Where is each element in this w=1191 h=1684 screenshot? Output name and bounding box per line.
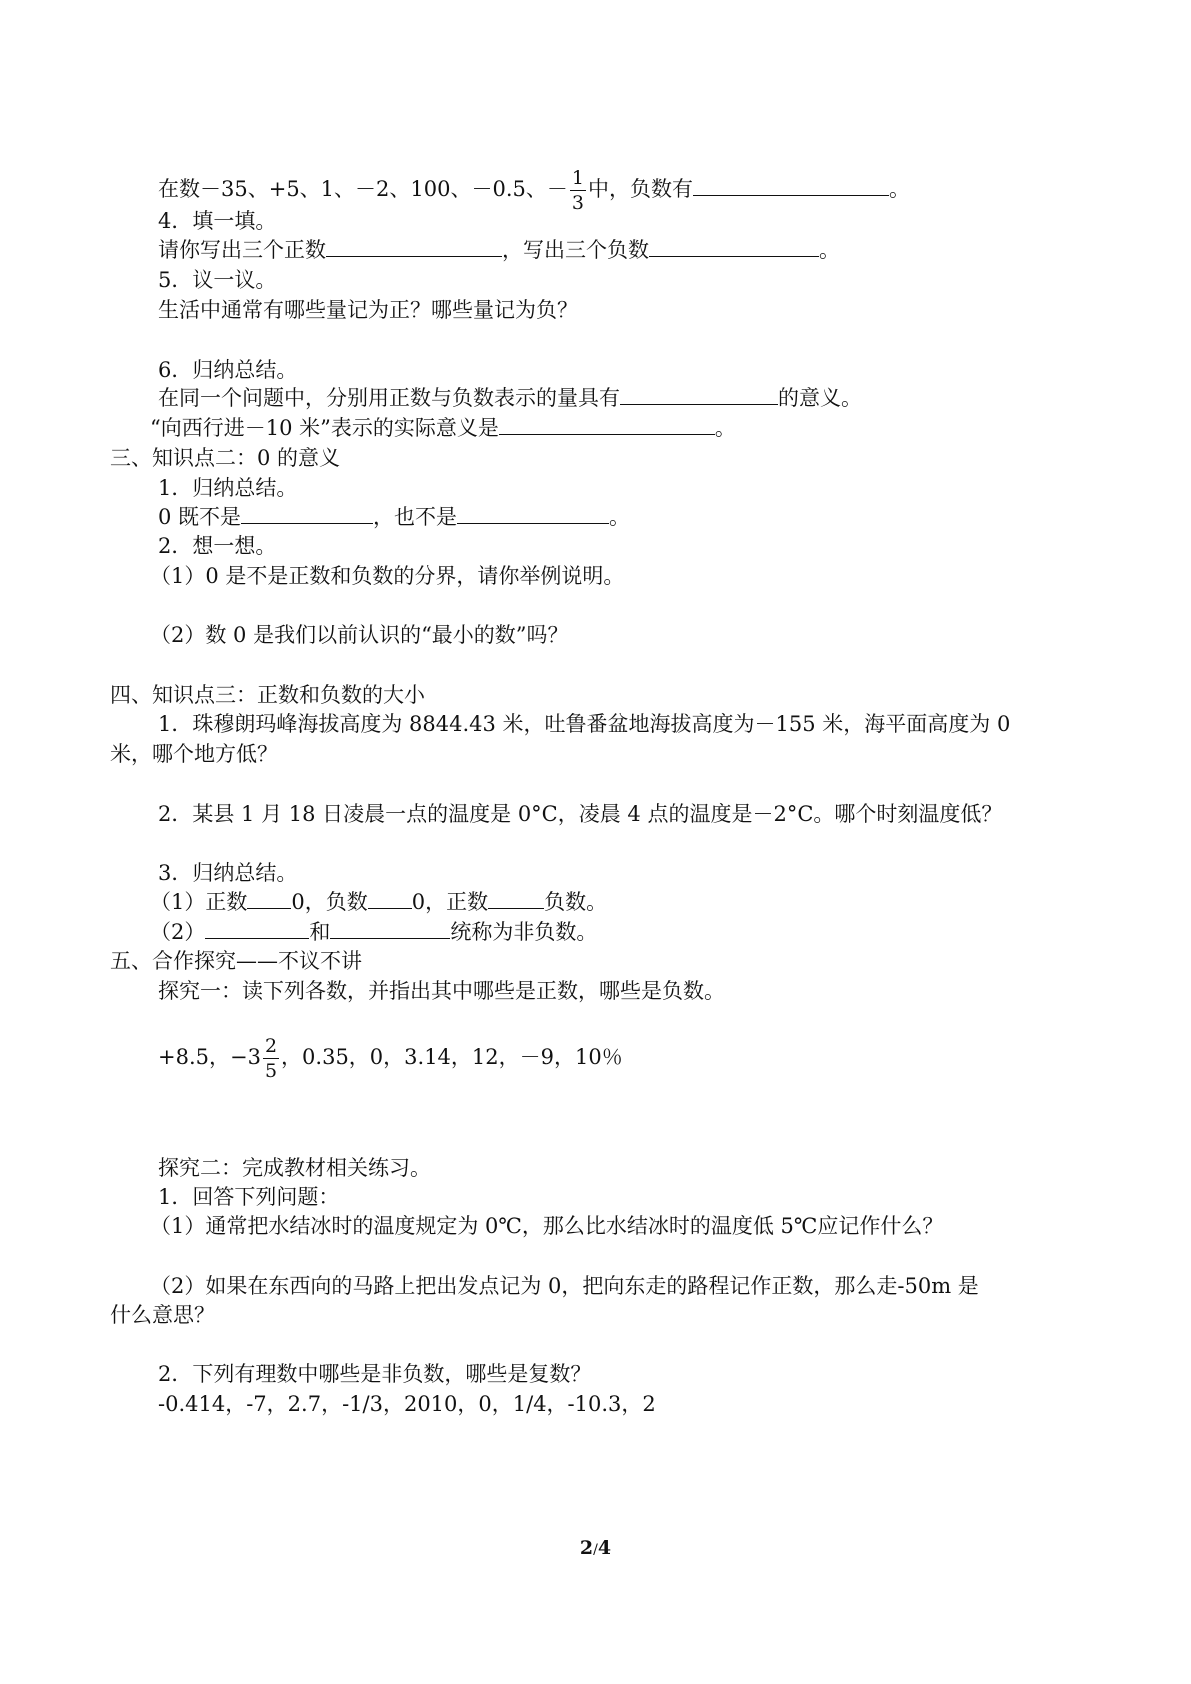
explore-one-prompt: 探究一：读下列各数，并指出其中哪些是正数，哪些是负数。 — [158, 979, 725, 1003]
section-heading-zero: 三、知识点二：0 的意义 — [110, 446, 341, 470]
heading-summary-size: 3．归纳总结。 — [158, 861, 298, 885]
question-write-numbers — [158, 236, 840, 264]
explore-two-q1-b-line2: 什么意思？ — [110, 1303, 215, 1327]
question-zero-neither — [158, 503, 630, 531]
answer-blank-positive[interactable] — [326, 236, 502, 257]
middle-text: 和 — [309, 920, 331, 944]
answer-blank-2[interactable] — [330, 918, 450, 939]
suffix-text: 统称为非负数。 — [450, 920, 598, 944]
prompt-text: 0 既不是 — [158, 505, 242, 529]
heading-discuss: 5．议一议。 — [158, 268, 277, 292]
explore-two-q2: 2．下列有理数中哪些是非负数，哪些是复数？ — [158, 1362, 592, 1386]
prompt-text: 在同一个问题中，分别用正数与负数表示的量具有 — [158, 386, 620, 410]
prompt-text: （2） — [150, 920, 206, 944]
numbers-start: +8.5，−3 — [158, 1045, 261, 1069]
current-page: 2 — [579, 1537, 594, 1559]
heading-summary: 6．归纳总结。 — [158, 358, 298, 382]
numbers-rest: ，0.35，0，3.14，12，－9，10％ — [281, 1045, 623, 1069]
question-zero-smallest: （2）数 0 是我们以前认识的“最小的数”吗？ — [150, 623, 569, 647]
answer-blank-2[interactable] — [368, 888, 412, 909]
question-life-quantities: 生活中通常有哪些量记为正？哪些量记为负？ — [158, 298, 578, 322]
period: 。 — [888, 177, 910, 201]
explore-two-q2-numbers: -0.414，-7，2.7，-1/3，2010，0，1/4，-10.3，2 — [158, 1392, 656, 1416]
suffix-text: 负数。 — [544, 890, 608, 914]
answer-blank[interactable] — [620, 384, 778, 405]
fraction-two-fifths — [263, 1034, 279, 1083]
period: 。 — [609, 505, 631, 529]
answer-blank-negative[interactable] — [649, 236, 819, 257]
question-temperature: 2．某县 1 月 18 日凌晨一点的温度是 0°C，凌晨 4 点的温度是－2°C。哪个时刻温度低？ — [158, 802, 1003, 826]
explore-two-q1-b-line1: （2）如果在东西向的马路上把出发点记为 0，把向东走的路程记作正数，那么走-50m 是 — [150, 1274, 979, 1298]
answer-blank-1[interactable] — [205, 918, 309, 939]
question-opposite-meaning — [158, 384, 862, 412]
middle-text: ，也不是 — [373, 505, 458, 529]
heading-fill-in: 4．填一填。 — [158, 209, 277, 233]
fraction-numerator: 1 — [571, 167, 584, 189]
question-west-travel — [150, 414, 736, 442]
heading-think: 2．想一想。 — [158, 534, 277, 558]
prompt-negative: ，写出三个负数 — [502, 238, 649, 262]
explore-two-q1-a: （1）通常把水结冰时的温度规定为 0℃，那么比水结冰时的温度低 5℃应记作什么？ — [150, 1214, 944, 1238]
middle-text-2: 0，正数 — [411, 890, 489, 914]
period: 。 — [819, 238, 840, 262]
explore-two-prompt: 探究二：完成教材相关练习。 — [158, 1156, 431, 1180]
question-altitude-line1: 1．珠穆朗玛峰海拔高度为 8844.43 米，吐鲁番盆地海拔高度为－155 米，海平面高度为 0 — [158, 712, 1011, 736]
question-altitude-line2: 米，哪个地方低？ — [110, 742, 278, 766]
section-heading-size: 四、知识点三：正数和负数的大小 — [110, 683, 425, 707]
prompt-text: （1）正数 — [150, 890, 248, 914]
middle-text-1: 0，负数 — [291, 890, 368, 914]
period: 。 — [714, 416, 736, 440]
prompt-positive: 请你写出三个正数 — [158, 238, 326, 262]
section-heading-explore: 五、合作探究——不议不讲 — [110, 949, 362, 973]
fraction-one-third — [570, 166, 586, 215]
answer-blank[interactable] — [693, 175, 889, 196]
explore-one-numbers — [158, 1034, 623, 1083]
suffix-text: 的意义。 — [778, 386, 862, 410]
page-number — [0, 1537, 1191, 1559]
number-list-text: 在数－35、+5、1、－2、100、－0.5、－ — [158, 177, 568, 201]
fraction-denominator: 5 — [264, 1060, 278, 1082]
answer-blank-3[interactable] — [488, 888, 544, 909]
prompt-text: 中，负数有 — [587, 177, 693, 201]
answer-blank[interactable] — [499, 414, 715, 435]
question-compare-zero — [150, 888, 607, 916]
fraction-numerator: 2 — [264, 1035, 278, 1057]
answer-blank-1[interactable] — [247, 888, 291, 909]
fraction-denominator: 3 — [571, 192, 584, 214]
question-non-negative — [150, 918, 597, 946]
answer-blank-1[interactable] — [241, 503, 373, 524]
explore-two-q1-heading: 1．回答下列问题： — [158, 1185, 340, 1209]
total-pages: 4 — [597, 1537, 612, 1559]
answer-blank-2[interactable] — [457, 503, 609, 524]
question-zero-boundary: （1）0 是不是正数和负数的分界，请你举例说明。 — [150, 564, 625, 588]
heading-summary-zero: 1．归纳总结。 — [158, 476, 298, 500]
page-separator: / — [593, 1542, 598, 1558]
prompt-text: “向西行进－10 米”表示的实际意义是 — [150, 416, 499, 440]
